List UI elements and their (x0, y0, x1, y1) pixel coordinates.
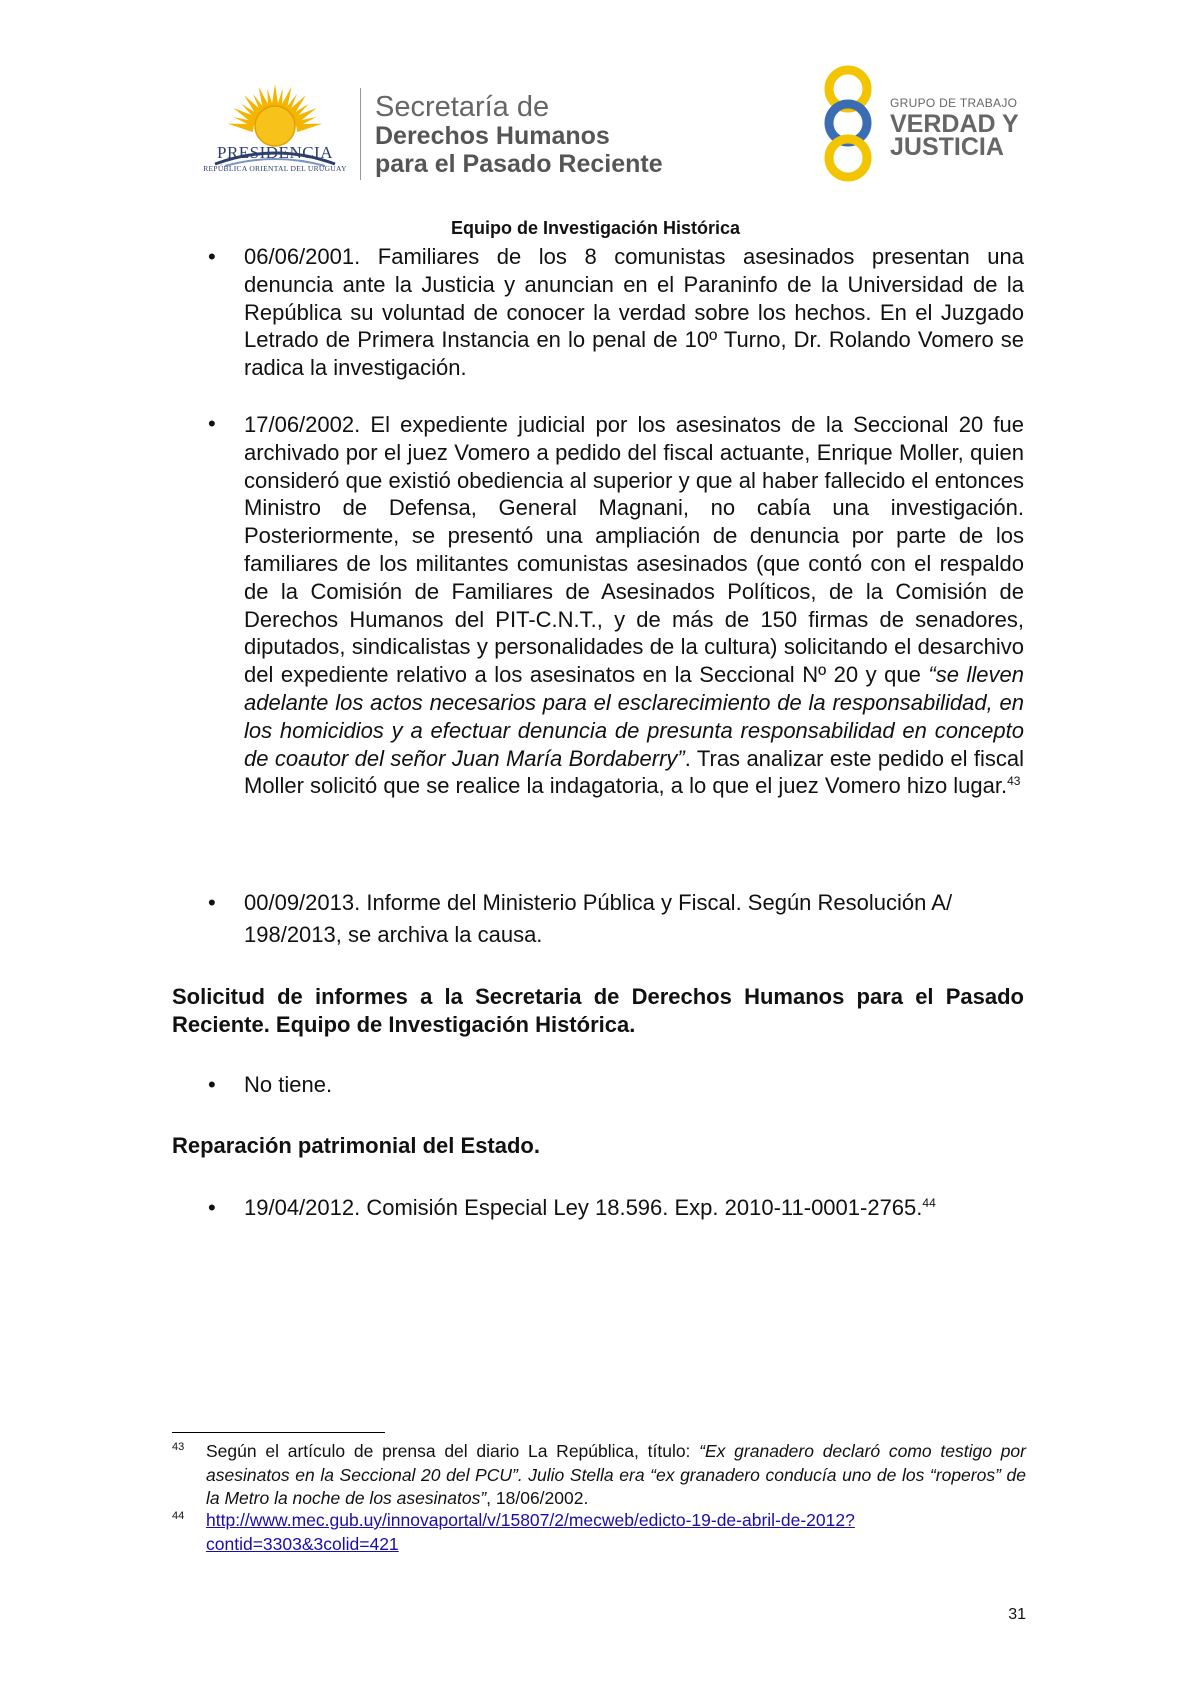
list-item-no-tiene: No tiene. (244, 1072, 333, 1097)
footnote-number-44: 44 (172, 1510, 185, 1522)
page-header-title: Equipo de Investigación Histórica (450, 218, 741, 238)
section-heading-reparacion: Reparación patrimonial del Estado. (172, 1133, 540, 1158)
presidencia-subtitle: REPÚBLICA ORIENTAL DEL URUGUAY (203, 164, 347, 173)
list-item-2013 (244, 889, 1024, 949)
item-text: 19/04/2012. Comisión Especial Ley 18.596. Exp. 2010-11-0001-2765. (244, 1195, 923, 1220)
footnote-separator (172, 1432, 385, 1433)
footnote-44 (206, 1509, 1026, 1556)
bullet: • (208, 411, 216, 436)
footnote-text-after: , 18/06/2002. (486, 1488, 589, 1508)
verdad-justicia-rings-logo (811, 62, 891, 187)
bullet: • (208, 1072, 216, 1097)
bullet: • (208, 244, 216, 269)
item-quote: “se lleven adelante los actos necesarios para el esclarecimiento de la responsabilidad, en los homicidios y a efectuar denuncia de presunta responsabilidad en concepto de coautor del señor Juan María Bordaberry” (244, 662, 1024, 771)
footnote-link-continued[interactable]: contid=3303&3colid=421 (206, 1533, 399, 1554)
page-number: 31 (1008, 1606, 1026, 1623)
gtvj-small-text: GRUPO DE TRABAJO (890, 96, 1018, 110)
footnote-ref-43[interactable]: 43 (1007, 774, 1021, 789)
item-line-2: 198/2013, se archiva la causa. (244, 921, 543, 947)
secretaria-line-3: para el Pasado Reciente (375, 150, 663, 178)
list-item-2012 (244, 1194, 1024, 1222)
gtvj-title-line-2: JUSTICIA (890, 133, 1004, 161)
footnote-link[interactable]: http://www.mec.gub.uy/innovaportal/v/15807/2/mecweb/edicto-19-de-abril-de-2012? (206, 1510, 855, 1530)
footnote-italic: “Ex granadero declaró como testigo por asesinatos en la Seccional 20 del PCU”. Julio Stella era “ex granadero conducía uno de los “roperos” de la Metro la noche de los asesinatos” (206, 1441, 1026, 1508)
gtvj-title-line-1: VERDAD Y (890, 110, 1019, 138)
secretaria-line-2: Derechos Humanos (375, 122, 610, 150)
list-item-2002 (244, 411, 1024, 800)
bullet: • (208, 1195, 216, 1220)
footnote-number-43: 43 (172, 1441, 185, 1453)
footnote-ref-44[interactable]: 44 (922, 1196, 936, 1210)
list-item-2001: 06/06/2001. Familiares de los 8 comunistas asesinados presentan una denuncia ante la Justicia y anuncian en el Paraninfo de la Universidad de la República su voluntad de conocer la verdad sobre los hechos. En el Juzgado Letrado de Primera Instancia en lo penal de 10º Turno, Dr. Rolando Vomero se radica la investigación. (244, 244, 1024, 381)
header-divider (360, 88, 361, 180)
item-line-1: 00/09/2013. Informe del Ministerio Pública y Fiscal. Según Resolución A/ (244, 890, 953, 915)
footnote-text: Según el artículo de prensa del diario La República, título: (206, 1441, 700, 1461)
footnote-43 (206, 1440, 1026, 1511)
secretaria-line-1: Secretaría de (375, 91, 550, 123)
bullet: • (208, 890, 216, 915)
presidencia-text: PRESIDENCIA (216, 143, 333, 162)
section-heading-solicitud: Solicitud de informes a la Secretaria de Derechos Humanos para el Pasado Reciente. Equipo de Investigación Histórica. (172, 984, 1024, 1037)
item-text-after: . Tras analizar este pedido el fiscal Moller solicitó que se realice la indagatoria, a lo que el juez Vomero hizo lugar. (244, 745, 1024, 799)
item-text-before: 17/06/2002. El expediente judicial por los asesinatos de la Seccional 20 fue archivado por el juez Vomero a pedido del fiscal actuante, Enrique Moller, quien consideró que existió obediencia al superior y que al haber fallecido el entonces Ministro de Defensa, General Magnani, no cabía una investigación. Posteriormente, se presentó una ampliación de denuncia por parte de los familiares de los militantes comunistas asesinados (que contó con el respaldo de la Comisión de Familiares de Asesinados Políticos, de la Comisión de Derechos Humanos del PIT-C.N.T., y de más de 150 firmas de senadores, diputados, sindicalistas y personalidades de la cultura) solicitando el desarchivo del expediente relativo a los asesinatos en la Seccional Nº 20 y que (244, 412, 1024, 688)
